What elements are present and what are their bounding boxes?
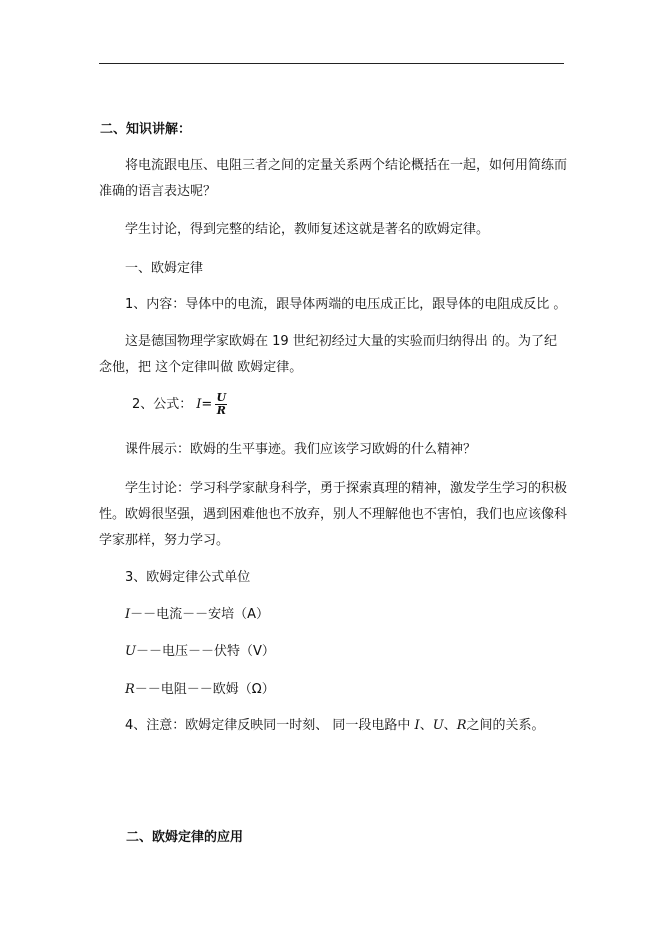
note-suffix: 之间的关系。 bbox=[466, 718, 545, 733]
note-line bbox=[125, 718, 545, 734]
formula-row bbox=[132, 392, 227, 417]
intro-paragraph: 将电流跟电压、电阻三者之间的定量关系两个结论概括在一起，如何用简练而准确的语言表达呢？ bbox=[99, 158, 568, 199]
section-heading-knowledge: 二、知识讲解： bbox=[100, 122, 192, 137]
ohm-law-title: 一、欧姆定律 bbox=[125, 261, 204, 276]
header-rule bbox=[99, 63, 564, 64]
student-discussion-paragraph: 学生讨论，得到完整的结论，教师复述这就是著名的欧姆定律。 bbox=[125, 222, 490, 237]
courseware-line: 课件展示：欧姆的生平事迹。我们应该学习欧姆的什么精神？ bbox=[125, 442, 477, 457]
formula-denominator: R bbox=[216, 404, 226, 417]
unit-item-resistance bbox=[125, 682, 275, 698]
formula-lhs: I bbox=[196, 396, 202, 412]
formula-numerator: U bbox=[216, 391, 227, 404]
note-symbol-u: U bbox=[432, 718, 444, 733]
formula-fraction bbox=[215, 392, 227, 417]
content-text: 导体中的电流，跟导体两端的电压成正比，跟导体的电阻成反比 。 bbox=[185, 297, 567, 312]
note-sep: 、 bbox=[443, 718, 457, 733]
ohm-law-content bbox=[125, 297, 566, 313]
unit-text: －－电流－－安培（A） bbox=[130, 607, 270, 622]
content-label: 1、内容： bbox=[125, 297, 186, 312]
note-prefix: 4、注意：欧姆定律反映同一时刻、 同一段电路中 bbox=[125, 718, 415, 733]
unit-symbol: I bbox=[125, 607, 131, 622]
unit-symbol: U bbox=[125, 644, 136, 659]
units-title: 3、欧姆定律公式单位 bbox=[125, 570, 251, 585]
formula-equals: = bbox=[201, 396, 213, 412]
note-sep: 、 bbox=[419, 718, 433, 733]
unit-item-voltage bbox=[125, 644, 275, 660]
unit-item-current bbox=[125, 607, 269, 623]
note-symbol-r: R bbox=[456, 718, 467, 733]
history-paragraph: 这是德国物理学家欧姆在 19 世纪初经过大量的实验而归纳得出 的。为了纪念他，把 这个定律叫做 欧姆定律。 bbox=[99, 334, 557, 375]
unit-text: －－电压－－伏特（V） bbox=[135, 644, 275, 659]
student-discussion-2-paragraph: 学生讨论：学习科学家献身科学，勇于探索真理的精神，激发学生学习的积极性。欧姆很坚强，遇到困难他也不放弃，别人不理解他也不害怕，我们也应该像科学家那样，努力学习。 bbox=[99, 481, 568, 548]
section-heading-application: 二、欧姆定律的应用 bbox=[126, 830, 244, 845]
unit-symbol: R bbox=[125, 682, 135, 697]
unit-text: －－电阻－－欧姆（Ω） bbox=[134, 682, 275, 697]
note-symbol-i: I bbox=[414, 718, 420, 733]
formula-label: 2、公式： bbox=[132, 396, 193, 412]
